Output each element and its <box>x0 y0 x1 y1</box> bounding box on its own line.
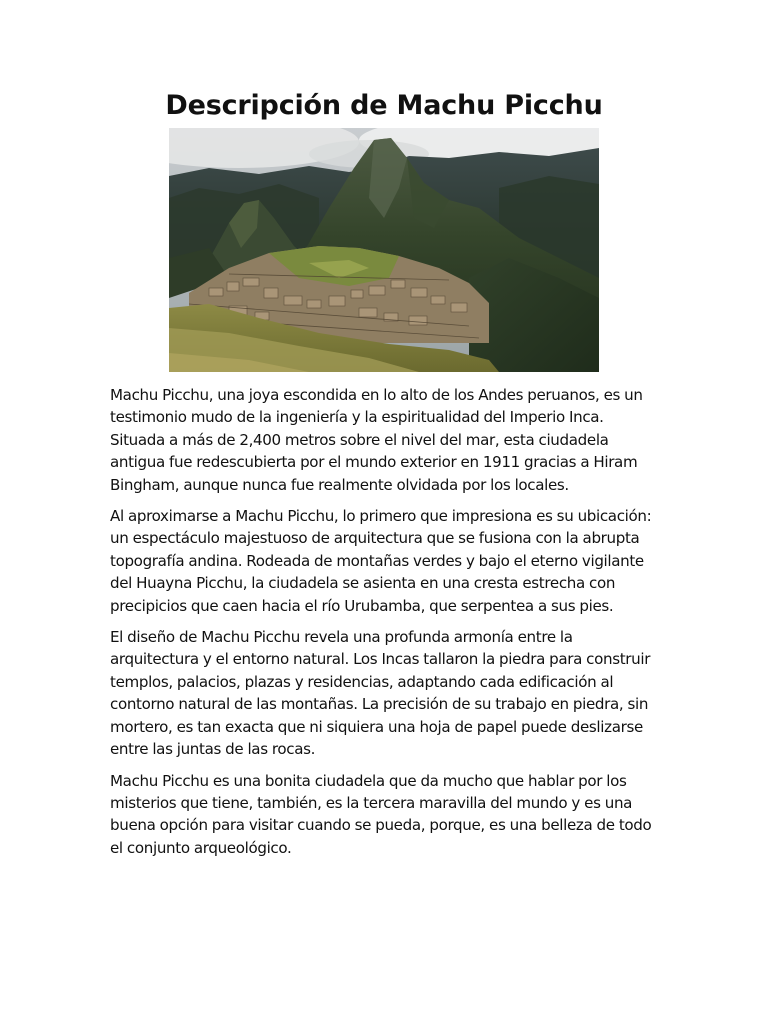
document-title: Descripción de Machu Picchu <box>165 90 603 121</box>
paragraph-1: Machu Picchu, una joya escondida en lo alto de los Andes peruanos, es un testimonio mudo de la ingeniería y la espiritualidad del Imperio Inca. Situada a más de 2,400 metros sobre el nivel del mar, esta ciudadela antigua fue redescubierta por el mundo exterior en 1911 gracias a Hiram Bingham, aunque nunca fue realmente olvidada por los locales. <box>110 386 643 494</box>
paragraph-4: Machu Picchu es una bonita ciudadela que da mucho que hablar por los misterios que tiene, también, es la tercera maravilla del mundo y es una buena opción para visitar cuando se pueda, porque, es una belleza de todo el conjunto arqueológico. <box>110 771 652 857</box>
paragraph-3: El diseño de Machu Picchu revela una profunda armonía entre la arquitectura y el entorno natural. Los Incas tallaron la piedra para construir templos, palacios, plazas y residencias, adaptando cada edificación al contorno natural de las montañas. La precisión de su trabajo en piedra, sin mortero, es tan exacta que ni siquiera una hoja de papel puede deslizarse entre las juntas de las rocas. <box>110 628 651 759</box>
paragraph-2: Al aproximarse a Machu Picchu, lo primero que impresiona es su ubicación: un espectáculo majestuoso de arquitectura que se fusiona con la abrupta topografía andina. Rodeada de montañas verdes y bajo el eterno vigilante del Huayna Picchu, la ciudadela se asienta en una cresta estrecha con precipicios que caen hacia el río Urubamba, que serpentea a sus pies. <box>110 507 652 615</box>
machu-picchu-photo <box>169 128 599 372</box>
document-body <box>110 384 662 868</box>
